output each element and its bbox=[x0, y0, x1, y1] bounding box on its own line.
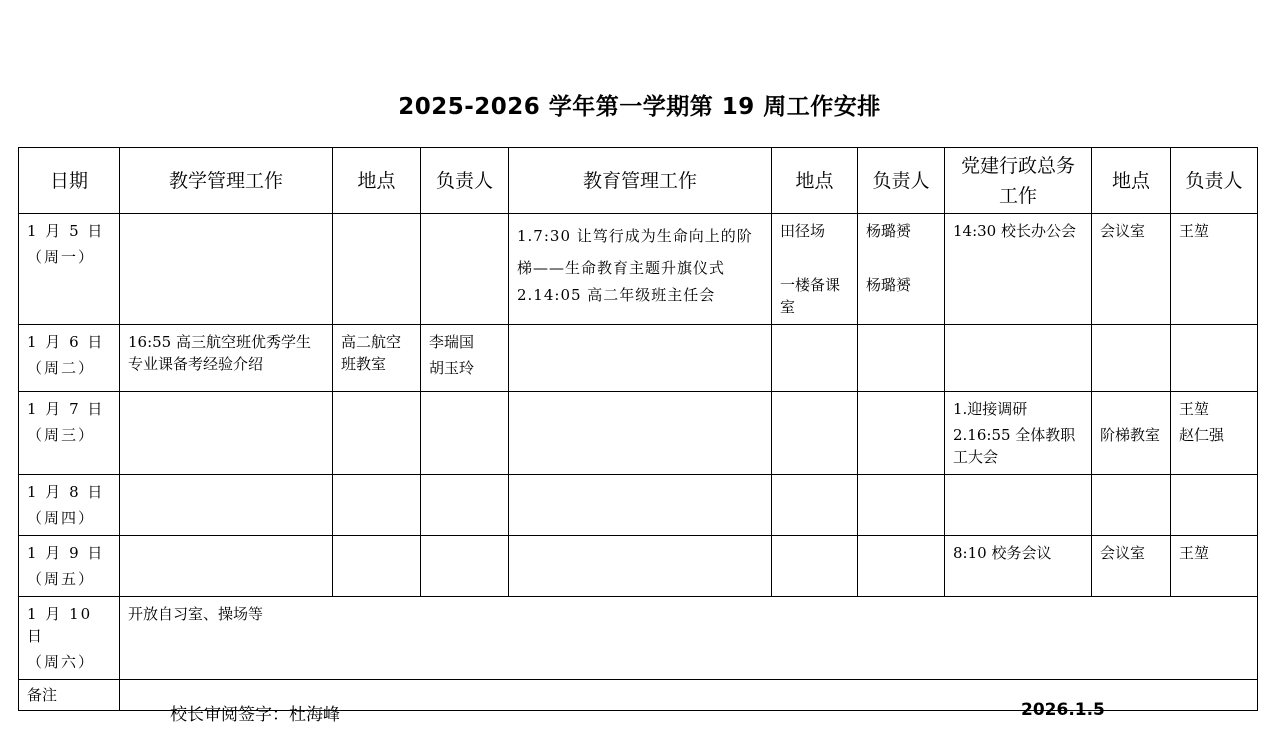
education-owner-cell bbox=[858, 475, 945, 536]
teaching-cell bbox=[120, 392, 333, 475]
education-cell bbox=[509, 392, 772, 475]
education-owner: 杨璐赟 bbox=[866, 276, 912, 294]
education-cell bbox=[509, 475, 772, 536]
date-cell bbox=[19, 536, 120, 597]
teaching-owner-cell bbox=[421, 214, 509, 325]
party-location-cell: 会议室 bbox=[1092, 536, 1171, 597]
teaching-owner-cell bbox=[421, 392, 509, 475]
teaching-location-cell bbox=[333, 392, 421, 475]
teaching-owner-cell bbox=[421, 536, 509, 597]
party-location-cell bbox=[1092, 392, 1171, 475]
education-location-cell bbox=[772, 475, 858, 536]
party-owner: 赵仁强 bbox=[1179, 426, 1225, 444]
education-cell bbox=[509, 325, 772, 392]
note-cell: 开放自习室、操场等 bbox=[120, 597, 1258, 680]
table-row bbox=[19, 536, 1258, 597]
weekday-text: （周二） bbox=[27, 359, 96, 377]
header-teaching-owner: 负责人 bbox=[421, 148, 509, 214]
teaching-location-cell bbox=[333, 536, 421, 597]
weekday-text: （周五） bbox=[27, 570, 96, 588]
header-party-location: 地点 bbox=[1092, 148, 1171, 214]
party-owner-cell bbox=[1171, 325, 1258, 392]
header-party-line1: 党建行政总务 bbox=[960, 154, 1075, 177]
date-text: 1 月 8 日 bbox=[27, 483, 105, 501]
header-teaching: 教学管理工作 bbox=[120, 148, 333, 214]
footer-date: 2026.1.5 bbox=[1021, 700, 1105, 720]
table-row bbox=[19, 475, 1258, 536]
date-text: 1 月 9 日 bbox=[27, 544, 105, 562]
education-owner-cell bbox=[858, 325, 945, 392]
party-cell bbox=[945, 392, 1092, 475]
schedule-table bbox=[18, 147, 1258, 711]
weekday-text: （周四） bbox=[27, 509, 96, 527]
table-row bbox=[19, 325, 1258, 392]
table-header-row bbox=[19, 148, 1258, 214]
teaching-owner-cell bbox=[421, 325, 509, 392]
education-owner-cell bbox=[858, 214, 945, 325]
teaching-cell bbox=[120, 536, 333, 597]
education-location: 一楼备课室 bbox=[780, 276, 841, 316]
teaching-owner: 胡玉玲 bbox=[429, 359, 475, 377]
education-cell bbox=[509, 214, 772, 325]
education-location-cell bbox=[772, 536, 858, 597]
party-location-cell: 会议室 bbox=[1092, 214, 1171, 325]
header-education-location: 地点 bbox=[772, 148, 858, 214]
weekday-text: （周六） bbox=[27, 653, 96, 671]
party-location: 阶梯教室 bbox=[1100, 426, 1161, 444]
party-owner-cell: 王堃 bbox=[1171, 214, 1258, 325]
date-cell bbox=[19, 325, 120, 392]
party-owner: 王堃 bbox=[1179, 400, 1210, 418]
education-owner: 杨璐赟 bbox=[866, 222, 912, 240]
date-text: 1 月 7 日 bbox=[27, 400, 105, 418]
date-text: 1 月 5 日 bbox=[27, 222, 105, 240]
education-item: 2.14:05 高二年级班主任会 bbox=[517, 286, 716, 304]
party-cell bbox=[945, 475, 1092, 536]
page-title: 2025-2026 学年第一学期第 19 周工作安排 bbox=[398, 94, 881, 120]
education-location-cell bbox=[772, 214, 858, 325]
header-education-owner: 负责人 bbox=[858, 148, 945, 214]
party-location-cell bbox=[1092, 325, 1171, 392]
remark-label: 备注 bbox=[19, 680, 120, 711]
education-location-cell bbox=[772, 392, 858, 475]
education-owner-cell bbox=[858, 392, 945, 475]
weekday-text: （周三） bbox=[27, 426, 96, 444]
party-location-cell bbox=[1092, 475, 1171, 536]
header-party-owner: 负责人 bbox=[1171, 148, 1258, 214]
education-cell bbox=[509, 536, 772, 597]
date-text: 1 月 6 日 bbox=[27, 333, 105, 351]
teaching-location-cell bbox=[333, 475, 421, 536]
teaching-cell: 16:55 高三航空班优秀学生专业课备考经验介绍 bbox=[120, 325, 333, 392]
education-item: 1.7:30 让笃行成为生命向上的阶梯——生命教育主题升旗仪式 bbox=[517, 227, 753, 277]
education-owner-cell bbox=[858, 536, 945, 597]
header-party-line2: 工作 bbox=[998, 184, 1037, 207]
party-item: 2.16:55 全体教职工大会 bbox=[953, 426, 1076, 466]
header-teaching-location: 地点 bbox=[333, 148, 421, 214]
table-row bbox=[19, 392, 1258, 475]
party-cell: 8:10 校务会议 bbox=[945, 536, 1092, 597]
party-owner-cell bbox=[1171, 392, 1258, 475]
date-cell bbox=[19, 597, 120, 680]
header-education: 教育管理工作 bbox=[509, 148, 772, 214]
teaching-location-cell bbox=[333, 214, 421, 325]
teaching-owner: 李瑞国 bbox=[429, 333, 475, 351]
weekday-text: （周一） bbox=[27, 248, 96, 266]
date-text: 1 月 10 日 bbox=[27, 605, 93, 645]
education-location: 田径场 bbox=[780, 222, 826, 240]
date-cell bbox=[19, 392, 120, 475]
party-item: 1.迎接调研 bbox=[953, 400, 1028, 418]
teaching-owner-cell bbox=[421, 475, 509, 536]
principal-signature: 校长审阅签字：杜海峰 bbox=[170, 705, 340, 725]
date-cell bbox=[19, 475, 120, 536]
teaching-cell bbox=[120, 475, 333, 536]
party-cell bbox=[945, 325, 1092, 392]
party-owner-cell bbox=[1171, 475, 1258, 536]
education-location-cell bbox=[772, 325, 858, 392]
date-cell bbox=[19, 214, 120, 325]
party-owner-cell: 王堃 bbox=[1171, 536, 1258, 597]
teaching-cell bbox=[120, 214, 333, 325]
party-cell: 14:30 校长办公会 bbox=[945, 214, 1092, 325]
header-party bbox=[945, 148, 1092, 214]
table-row bbox=[19, 214, 1258, 325]
teaching-location-cell: 高二航空班教室 bbox=[333, 325, 421, 392]
header-date: 日期 bbox=[19, 148, 120, 214]
table-row bbox=[19, 597, 1258, 680]
